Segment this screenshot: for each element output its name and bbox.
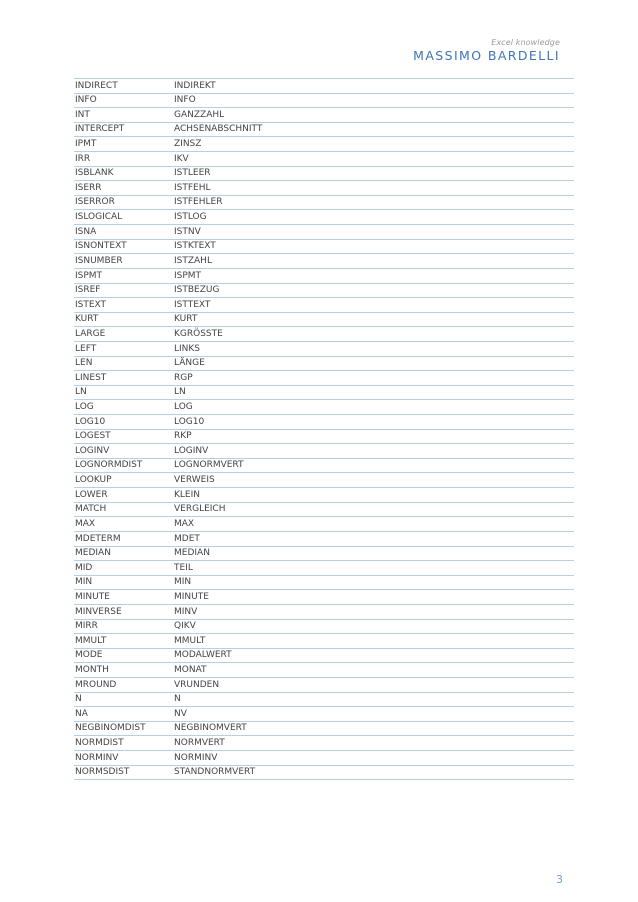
english-function-name: ISNONTEXT [75, 241, 127, 252]
table-row [74, 108, 574, 123]
german-function-name: MEDIAN [174, 548, 210, 559]
table-row [74, 736, 574, 751]
function-translation-table [74, 78, 574, 780]
english-function-name: ISERR [75, 182, 102, 193]
english-function-name: LOOKUP [75, 475, 112, 486]
german-function-name: VRUNDEN [174, 679, 220, 690]
german-function-name: VERGLEICH [174, 504, 226, 515]
table-row [74, 284, 574, 299]
table-row [74, 722, 574, 737]
german-function-name: NORMINV [174, 752, 218, 763]
english-function-name: MINVERSE [75, 606, 122, 617]
english-function-name: LEFT [75, 343, 97, 354]
german-function-name: LOGNORMVERT [174, 460, 244, 471]
german-function-name: INFO [174, 95, 196, 106]
german-function-name: IKV [174, 153, 189, 164]
german-function-name: GANZZAHL [174, 109, 225, 120]
english-function-name: ISREF [75, 285, 101, 296]
english-function-name: MROUND [75, 679, 117, 690]
english-function-name: INTERCEPT [75, 124, 125, 135]
english-function-name: LOG [75, 402, 94, 413]
table-row [74, 137, 574, 152]
english-function-name: MEDIAN [75, 548, 111, 559]
german-function-name: LOG [174, 402, 193, 413]
german-function-name: ISTLEER [174, 168, 211, 179]
english-function-name: MDETERM [75, 533, 121, 544]
german-function-name: MMULT [174, 635, 206, 646]
table-row [74, 766, 574, 781]
table-row [74, 590, 574, 605]
table-row [74, 576, 574, 591]
page-header [413, 38, 560, 63]
table-row [74, 649, 574, 664]
german-function-name: LINKS [174, 343, 201, 354]
table-row [74, 254, 574, 269]
german-function-name: NV [174, 708, 187, 719]
table-row [74, 327, 574, 342]
english-function-name: NORMSDIST [75, 767, 130, 778]
english-function-name: LN [75, 387, 87, 398]
german-function-name: KLEIN [174, 489, 200, 500]
table-row [74, 430, 574, 445]
table-row [74, 444, 574, 459]
english-function-name: NEGBINOMDIST [75, 723, 146, 734]
german-function-name: MDET [174, 533, 200, 544]
german-function-name: VERWEIS [174, 475, 215, 486]
german-function-name: ISTLOG [174, 212, 207, 223]
english-function-name: MONTH [75, 664, 109, 675]
german-function-name: INDIREKT [174, 80, 216, 91]
table-row [74, 269, 574, 284]
german-function-name: ISPMT [174, 270, 202, 281]
english-function-name: ISPMT [75, 270, 103, 281]
table-row [74, 663, 574, 678]
table-row [74, 459, 574, 474]
table-row [74, 517, 574, 532]
german-function-name: MINUTE [174, 591, 209, 602]
german-function-name: LOG10 [174, 416, 205, 427]
table-row [74, 503, 574, 518]
english-function-name: ISBLANK [75, 168, 114, 179]
table-row [74, 634, 574, 649]
table-row [74, 678, 574, 693]
table-row [74, 751, 574, 766]
table-row [74, 400, 574, 415]
table-row [74, 167, 574, 182]
german-function-name: KURT [174, 314, 198, 325]
german-function-name: ACHSENABSCHNITT [174, 124, 263, 135]
german-function-name: MONAT [174, 664, 207, 675]
english-function-name: ISLOGICAL [75, 212, 123, 223]
english-function-name: MMULT [75, 635, 107, 646]
table-row [74, 210, 574, 225]
german-function-name: ISTZAHL [174, 255, 212, 266]
german-function-name: QIKV [174, 621, 196, 632]
table-row [74, 693, 574, 708]
english-function-name: LEN [75, 358, 93, 369]
english-function-name: MODE [75, 650, 103, 661]
table-row [74, 240, 574, 255]
german-function-name: KGRÖSSTE [174, 328, 223, 339]
english-function-name: ISNA [75, 226, 97, 237]
german-function-name: ISTFEHLER [174, 197, 223, 208]
table-row [74, 473, 574, 488]
table-row [74, 152, 574, 167]
page-number: 3 [556, 873, 563, 886]
english-function-name: LOG10 [75, 416, 106, 427]
german-function-name: ISTBEZUG [174, 285, 220, 296]
german-function-name: RKP [174, 431, 192, 442]
english-function-name: INFO [75, 95, 97, 106]
german-function-name: LOGINV [174, 445, 209, 456]
header-subtitle: Excel knowledge [491, 38, 560, 47]
english-function-name: ISNUMBER [75, 255, 123, 266]
table-row [74, 415, 574, 430]
table-row [74, 298, 574, 313]
english-function-name: N [75, 694, 82, 705]
table-row [74, 225, 574, 240]
english-function-name: ISTEXT [75, 299, 107, 310]
english-function-name: LOGINV [75, 445, 110, 456]
german-function-name: ZINSZ [174, 139, 202, 150]
table-row [74, 371, 574, 386]
german-function-name: LÄNGE [174, 358, 205, 369]
german-function-name: ISTFEHL [174, 182, 211, 193]
english-function-name: LOGEST [75, 431, 111, 442]
table-row [74, 196, 574, 211]
english-function-name: MIN [75, 577, 93, 588]
english-function-name: LINEST [75, 372, 107, 383]
english-function-name: NORMDIST [75, 738, 124, 749]
english-function-name: LARGE [75, 328, 106, 339]
english-function-name: MINUTE [75, 591, 110, 602]
english-function-name: IRR [75, 153, 91, 164]
german-function-name: ISTKTEXT [174, 241, 216, 252]
english-function-name: INDIRECT [75, 80, 118, 91]
table-row [74, 488, 574, 503]
german-function-name: N [174, 694, 181, 705]
table-row [74, 342, 574, 357]
english-function-name: INT [75, 109, 90, 120]
table-row [74, 94, 574, 109]
english-function-name: LOGNORMDIST [75, 460, 143, 471]
german-function-name: TEIL [174, 562, 193, 573]
table-row [74, 357, 574, 372]
german-function-name: NORMVERT [174, 738, 225, 749]
german-function-name: ISTTEXT [174, 299, 211, 310]
table-row [74, 532, 574, 547]
german-function-name: LN [174, 387, 186, 398]
table-row [74, 605, 574, 620]
german-function-name: MIN [174, 577, 192, 588]
english-function-name: MAX [75, 518, 96, 529]
german-function-name: MINV [174, 606, 198, 617]
table-row [74, 707, 574, 722]
table-row [74, 181, 574, 196]
english-function-name: NA [75, 708, 88, 719]
table-row [74, 620, 574, 635]
table-row [74, 123, 574, 138]
german-function-name: STANDNORMVERT [174, 767, 256, 778]
german-function-name: MODALWERT [174, 650, 232, 661]
table-row [74, 386, 574, 401]
table-row [74, 79, 574, 94]
table-row [74, 547, 574, 562]
table-row [74, 313, 574, 328]
german-function-name: NEGBINOMVERT [174, 723, 247, 734]
table-row [74, 561, 574, 576]
english-function-name: IPMT [75, 139, 97, 150]
header-brand: MASSIMO BARDELLI [413, 48, 560, 63]
english-function-name: NORMINV [75, 752, 119, 763]
english-function-name: MIRR [75, 621, 98, 632]
german-function-name: MAX [174, 518, 195, 529]
english-function-name: LOWER [75, 489, 108, 500]
english-function-name: MATCH [75, 504, 107, 515]
german-function-name: RGP [174, 372, 193, 383]
german-function-name: ISTNV [174, 226, 201, 237]
english-function-name: MID [75, 562, 93, 573]
english-function-name: KURT [75, 314, 99, 325]
english-function-name: ISERROR [75, 197, 115, 208]
